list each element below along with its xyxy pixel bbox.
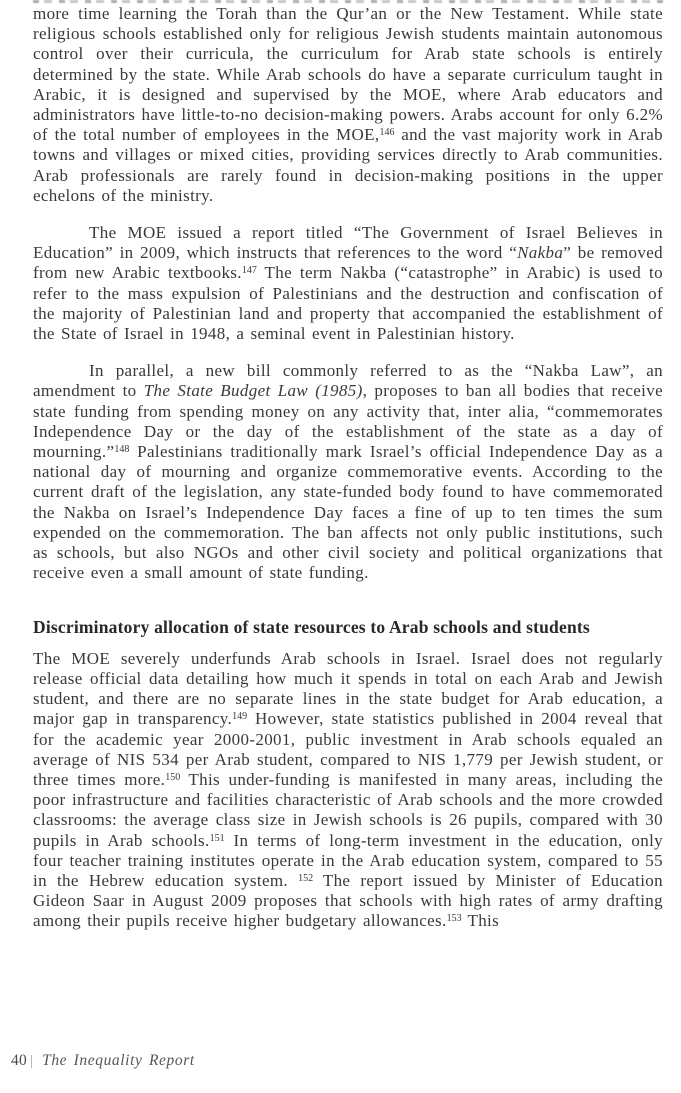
- text-run: The MOE severely underfunds Arab schools in Israel. Israel does not regularly release official data detailing how much it spends in total on each Arab and Jewish student, and there are no separate lines in the state budget for Arab education, a major gap in transparency.: [33, 648, 663, 729]
- text-run: Nakba: [517, 243, 564, 263]
- footnote-reference: 151: [209, 832, 225, 844]
- text-run: However, state statistics published in 2004 reveal that for the academic year 2000-2001, public investment in Arab schools equaled an average of NIS 534 per Arab student, compared to NIS 1,779 per Jewish student, or three times more.: [33, 709, 663, 789]
- section-heading: Discriminatory allocation of state resources to Arab schools and students: [33, 617, 590, 638]
- paragraph-moe-curriculum: [33, 4, 663, 206]
- footnote-reference: 153: [446, 913, 462, 925]
- clipped-previous-line-fragment: [33, 0, 663, 3]
- text-run: In terms of long-term investment in the education, only four teacher training institutes operate in the Arab education system, compared to 55 in the Hebrew education system.: [33, 830, 664, 890]
- footnote-reference: 147: [241, 265, 257, 277]
- paragraph-nakba-report: [33, 223, 663, 344]
- page-footer: [11, 1052, 195, 1070]
- footnote-reference: 149: [232, 711, 248, 723]
- text-run: The MOE issued a report titled “The Government of Israel Believes in Education” in 2009, which instructs that references to the word “: [33, 223, 663, 263]
- footnote-reference: 146: [379, 127, 395, 139]
- footnote-reference: 148: [114, 444, 130, 456]
- text-run: more time learning the Torah than the Qur’an or the New Testament. While state religious schools established only for religious Jewish students maintain autonomous control over their curricula, the curriculum for Arab state schools is entirely determined by the state. While Arab schools do have a separate curriculum taught in Arabic, it is designed and supervised by the MOE, where Arab educators and administrators have little-to-no decision-making powers. Arabs account for only 6.2% of the total number of employees in the MOE,: [33, 4, 663, 145]
- text-run: Palestinians traditionally mark Israel’s official Independence Day as a national day of mourning and organize commemorative events. According to the current draft of the legislation, any state-funded body found to have commemorated the Nakba on Israel’s Independence Day faces a fine of up to ten times the sum expended on the commemoration. The ban affects not only public institutions, such as schools, but also NGOs and other civil society and political organizations that receive even a small amount of state funding.: [33, 442, 663, 583]
- text-run: ” be removed from new Arabic textbooks.: [33, 243, 663, 283]
- text-run: The term Nakba (“catastrophe” in Arabic) is used to refer to the mass expulsion of Palestinians and the destruction and confiscation of the majority of Palestinian land and property that accompanied the establishment of the State of Israel in 1948, a seminal event in Palestinian history.: [33, 263, 663, 344]
- text-run: , proposes to ban all bodies that receive state funding from spending money on any activity that, inter alia, “commemorates Independence Day or the day of the establishment of the state as a day of mourning.”: [33, 381, 663, 462]
- text-run: This under-funding is manifested in many areas, including the poor infrastructure and facilities characteristic of Arab schools and the more crowded classrooms: the average class size in Jewish schools is 26 pupils, compared with 30 pupils in Arab schools.: [33, 769, 663, 850]
- text-run: The State Budget Law (1985): [143, 381, 363, 401]
- text-run: The report issued by Minister of Education Gideon Saar in August 2009 proposes that schools with high rates of army drafting among their pupils receive higher budgetary allowances.: [33, 870, 663, 931]
- text-run: and the vast majority work in Arab towns and villages or mixed cities, providing services directly to Arab communities. Arab professionals are rarely found in decision-making positions in the upper echelons of the ministry.: [33, 125, 663, 205]
- paragraph-nakba-law: [33, 361, 663, 583]
- text-run: In parallel, a new bill commonly referred to as the “Nakba Law”, an amendment to: [33, 361, 663, 401]
- report-title: The Inequality Report: [42, 1052, 195, 1069]
- footnote-reference: 150: [165, 771, 181, 783]
- footnote-reference: 152: [298, 872, 314, 884]
- text-run: This: [461, 911, 500, 931]
- page-number: 40: [11, 1052, 28, 1069]
- footer-divider: [31, 1055, 32, 1068]
- paragraph-underfunding: [33, 649, 663, 932]
